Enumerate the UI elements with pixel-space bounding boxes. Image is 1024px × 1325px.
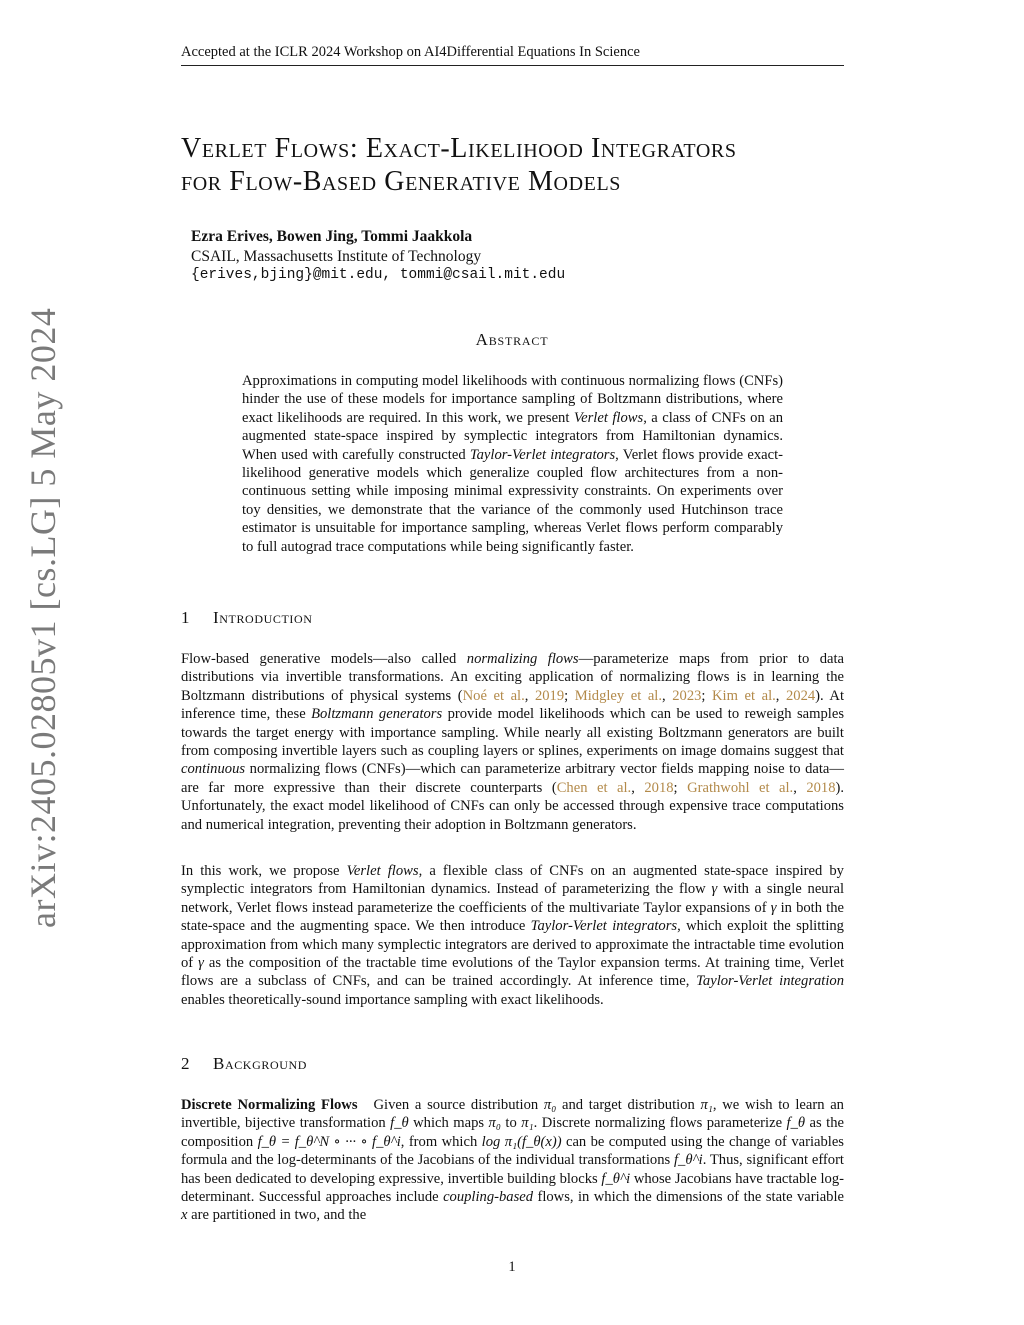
run-in-heading: Discrete Normalizing Flows	[181, 1097, 358, 1113]
intro-paragraph-2	[181, 862, 844, 1009]
math-symbol: γ	[770, 899, 777, 916]
emphasis: Taylor-Verlet integration	[696, 973, 844, 990]
author-block	[191, 227, 565, 286]
citation-link[interactable]: Midgley et al.	[574, 687, 663, 704]
math-symbol: f_θ	[786, 1115, 806, 1132]
math-symbol: x	[181, 1207, 188, 1224]
section-number: 2	[181, 1054, 191, 1073]
running-header: Accepted at the ICLR 2024 Workshop on AI4Differential Equations In Science	[181, 44, 844, 66]
text-run: with a single neural network, Verlet flows instead parameterize the coefficients of the multivariate Taylor expansions of	[181, 881, 844, 916]
abstract-heading: Abstract	[475, 330, 549, 349]
abstract-emphasis: Taylor-Verlet integrators	[469, 446, 616, 463]
math-expression: f_θ = f_θ^N ∘ ··· ∘ f_θ^i	[257, 1133, 401, 1150]
text-run: , which exploit the splitting approximation from which many symplectic integrators are derived to approximate the intractable time evolution of	[181, 918, 844, 972]
citation-link[interactable]: 2023	[672, 687, 702, 704]
text-run: ,	[775, 687, 786, 704]
text-run: in both the state-space and the augmenting space. We then introduce	[181, 899, 845, 935]
section-title: Background	[213, 1054, 308, 1073]
math-symbol: π₀	[488, 1115, 501, 1132]
math-expression: log π₁(f_θ(x))	[481, 1133, 562, 1150]
abstract-text-part: Approximations in computing model likelihoods with continuous normalizing flows (CNFs) hinder the use of these models for importance sampling of Boltzmann distributions, where exact likelihoods are required. In this work, we present	[242, 373, 783, 426]
citation-link[interactable]: Noé et al.	[462, 687, 525, 704]
text-run: whose Jacobians have tractable log-determinant. Successful approaches include	[181, 1170, 844, 1206]
math-symbol: π₁	[700, 1097, 713, 1113]
citation-link[interactable]: Grathwohl et al.	[687, 779, 794, 796]
title-line-2: for Flow-Based Generative Models	[181, 166, 621, 197]
author-affiliation: CSAIL, Massachusetts Institute of Technology	[191, 247, 482, 265]
abstract-text-part: , a class of CNFs on an augmented state-space inspired by symplectic integrators from Hamiltonian dynamics. When used with carefully constructed	[242, 409, 783, 463]
emphasis: normalizing flows	[466, 651, 579, 667]
math-symbol: γ	[711, 881, 718, 898]
math-symbol: f_θ^i	[673, 1152, 703, 1169]
page-number: 1	[508, 1259, 516, 1275]
text-run: —parameterize maps from prior to data distributions via invertible transformations. An exciting application of normalizing flows is in learning the Boltzmann distributions of physical systems (	[181, 651, 845, 704]
emphasis: coupling-based	[443, 1189, 534, 1206]
text-run: to	[500, 1115, 522, 1132]
math-symbol: γ	[198, 955, 204, 972]
text-run: , we wish to learn an invertible, bijective transformation	[181, 1097, 844, 1132]
math-symbol: f_θ	[390, 1115, 409, 1132]
paper-title	[181, 132, 871, 198]
text-run: ,	[662, 687, 673, 704]
abstract-text	[242, 372, 783, 556]
text-run: as the composition	[181, 1115, 844, 1150]
text-run: as the composition of the tractable time evolutions of the Taylor expansion terms. At training time, Verlet flows are a subclass of CNFs, and can be trained accordingly. At inference time,	[181, 955, 844, 990]
text-run: which maps	[408, 1115, 489, 1132]
text-run: , from which	[400, 1133, 482, 1150]
citation-link[interactable]: 2018	[806, 779, 836, 796]
math-symbol: f_θ^i	[601, 1170, 631, 1187]
math-symbol: π₀	[543, 1097, 557, 1113]
citation-link[interactable]: 2019	[534, 687, 565, 704]
text-run: are partitioned in two, and the	[187, 1207, 367, 1224]
intro-paragraph-1	[181, 650, 844, 834]
emphasis: Verlet flows	[346, 863, 419, 879]
text-run: In this work, we propose	[181, 863, 347, 879]
text-run: Given a source distribution	[373, 1097, 544, 1113]
section-heading-background	[181, 1054, 307, 1074]
text-run: ). Unfortunately, the exact model likelihood of CNFs can only be accessed through expensive trace computations and numerical integration, preventing their adoption in Boltzmann generators.	[181, 779, 845, 833]
citation-link[interactable]: 2018	[644, 779, 674, 796]
text-run: ;	[564, 687, 575, 704]
text-run: ;	[701, 687, 713, 704]
abstract-text-part: , Verlet flows provide exact-likelihood generative models which generalize coupled flow architectures from a non-continuous setting while imposing minimal expressivity constraints. On experiments over toy densities, we demonstrate that the variance of the commonly used Hutchinson trace estimator is unsuitable for importance sampling, whereas Verlet flows perform comparably to full autograd trace computations while being significantly faster.	[242, 446, 783, 555]
text-run: provide model likelihoods which can be used to reweigh samples towards the target energy with importance sampling. While nearly all existing Boltzmann generators are built from composing invertible layers such as coupling layers or splines, experiments on image domains suggest that	[181, 706, 844, 760]
text-run: Flow-based generative models—also called	[181, 651, 467, 667]
text-run: ,	[793, 779, 807, 796]
text-run: . Thus, significant effort has been dedicated to developing expressive, invertible building blocks	[181, 1152, 844, 1187]
section-number: 1	[181, 608, 191, 627]
arxiv-identifier: arXiv:2405.02805v1 [cs.LG] 5 May 2024	[23, 307, 63, 928]
text-run: ,	[524, 687, 535, 704]
text-run: flows, in which the dimensions of the state variable	[533, 1189, 845, 1206]
text-run: normalizing flows (CNFs)—which can parameterize arbitrary vector fields mapping noise to data—are far more expressive than their discrete counterparts (	[181, 761, 844, 796]
author-names: Ezra Erives, Bowen Jing, Tommi Jaakkola	[191, 228, 473, 245]
text-run: , a flexible class of CNFs on an augmented state-space inspired by symplectic integrators from Hamiltonian dynamics. Instead of parameterizing the flow	[181, 863, 844, 898]
text-run: ,	[631, 779, 645, 796]
title-line-1: Verlet Flows: Exact-Likelihood Integrators	[181, 133, 737, 164]
emphasis: Taylor-Verlet integrators	[530, 918, 678, 935]
text-run: ;	[673, 779, 688, 796]
text-run: and target distribution	[556, 1097, 701, 1113]
emphasis: continuous	[181, 761, 246, 778]
abstract-emphasis: Verlet flows	[573, 409, 644, 426]
section-heading-introduction	[181, 608, 313, 628]
author-emails: {erives,bjing}@mit.edu, tommi@csail.mit.edu	[191, 267, 566, 283]
text-run: enables theoretically-sound importance sampling with exact likelihoods.	[181, 991, 604, 1008]
background-paragraph-1	[181, 1096, 844, 1225]
text-run: can be computed using the change of variables formula and the log-determinants of the Jacobians of the individual transformations	[181, 1133, 844, 1169]
citation-link[interactable]: 2024	[785, 687, 816, 704]
text-run: ). At inference time, these	[181, 687, 845, 723]
citation-link[interactable]: Chen et al.	[556, 779, 632, 796]
citation-link[interactable]: Kim et al.	[712, 687, 776, 704]
section-title: Introduction	[213, 608, 313, 627]
text-run: . Discrete normalizing flows parameterize	[533, 1115, 787, 1132]
math-symbol: π₁	[521, 1115, 534, 1132]
emphasis: Boltzmann generators	[311, 706, 443, 723]
